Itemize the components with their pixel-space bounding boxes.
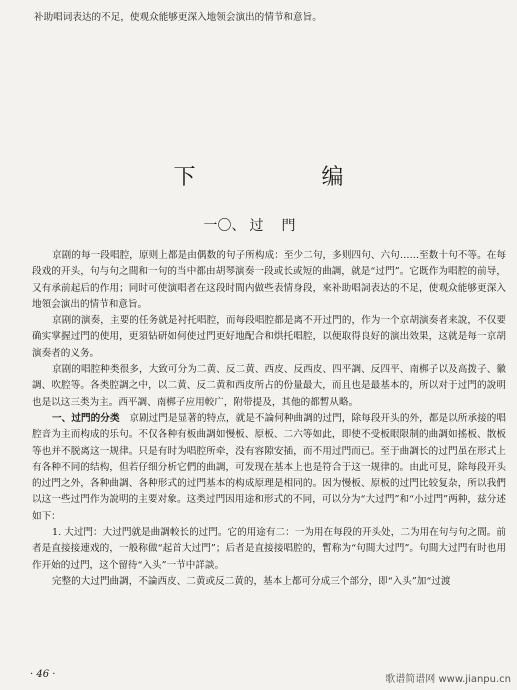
watermark: 歌谱简谱网 www.jianpu.cn xyxy=(385,674,511,685)
paragraph-text: 京剧的演奏，主要的任务就是衬托唱腔，而每段唱腔都是离不开过門的，作为一个京胡演奏者来說，不仅要确实掌握过門的使用，更須钻研如何使过門更好地配合和烘托唱腔，以便取得良好的演出效果，这就是每一京胡演奏者的义务。 xyxy=(32,315,506,359)
paragraph-text: 1. 大过門：大过門就是曲調較长的过門。它的用途有二：一为用在每段的开头处，二为用在句与句之間。前者是直接接連戏的，一般称做“起首大过門”；后者是直接接唱腔的，暫称为“句間大过門”。句間大过門有时也用作开始的过門，这个留待“入头”一节中詳談。 xyxy=(32,527,506,571)
chapter-title: 下 编 xyxy=(173,165,396,190)
paragraph xyxy=(32,362,506,411)
page-number: · 46 · xyxy=(30,669,56,680)
section-title: 过門 xyxy=(249,218,314,234)
paragraph xyxy=(32,411,506,525)
paragraph-text: 完整的大过門曲調，不論西皮、二黄或反二黄的，基本上都可分成三个部分，即“入头”加“过渡 xyxy=(52,575,451,587)
paragraph-text: 京剧过門是显著的特点，就是不論何种曲調的过門，除每段开头的外，都是以所承接的唱腔音为主而构成的乐句。不仅各种有板曲調如慢板、原板、二六等如此，即使不受板眼限制的曲調如搖板、散板等也并不脱离这一规律。只是有时为唱腔所牵，没有容隙安插，而不用过門而已。至于曲調长的过門虽在形式上有各种不同的结构，但若仔细分析它們的曲調，可发现在基本上也是符合于这一规律的。由此可見，除每段开头的过門之外，各种曲調、各种形式的过門基本的构成原理是相同的。因为慢板、原板的过門比较复杂，所以我們以这一些过門作为說明的主要对象。这类过門因用途和形式的不同，可以分为“大过門”和“小过門”两种，兹分述如下： xyxy=(32,412,507,522)
body-text xyxy=(32,248,506,590)
intro-text xyxy=(34,10,506,26)
paragraph-text: 京剧的唱腔种类很多，大致可分为二黄、反二黄、西皮、反西皮、四平調、反四平、南梆子以及高拨子、徽調、吹腔等。各类腔調之中，以二黄、反二黄和西皮所占的份量最大，而且也是最基本的，所以对于过門的說明也是以这三类为主。西平調、南梆子应用較广，附带提及，其他的都暫从略。 xyxy=(32,364,506,408)
subsection-heading: 一、过門的分类 xyxy=(52,412,120,424)
paragraph xyxy=(32,525,506,574)
paragraph xyxy=(32,574,506,590)
paragraph xyxy=(32,313,506,362)
intro-line: 补助唱词表达的不足，使观众能够更深入地领会演出的情节和意旨。 xyxy=(34,12,322,23)
paragraph xyxy=(32,248,506,313)
section-number: 一〇、 xyxy=(203,218,246,234)
section-heading xyxy=(0,215,517,235)
paragraph-text: 京剧的每一段唱腔，原则上都是由偶数的句子所构成：至少二句，多则四句、六句……至数十句不等。在每段戏的开头，句与句之間和一句的当中都由胡琴演奏一段或长或短的曲調，就是“过門”。它既作为唱腔的前导，又有承前起后的作用；同时可使演唱者在这段时間内做些表情身段，來补助唱詞表达的不足，使观众能够更深入地領会演出的情节和意旨。 xyxy=(32,250,506,310)
